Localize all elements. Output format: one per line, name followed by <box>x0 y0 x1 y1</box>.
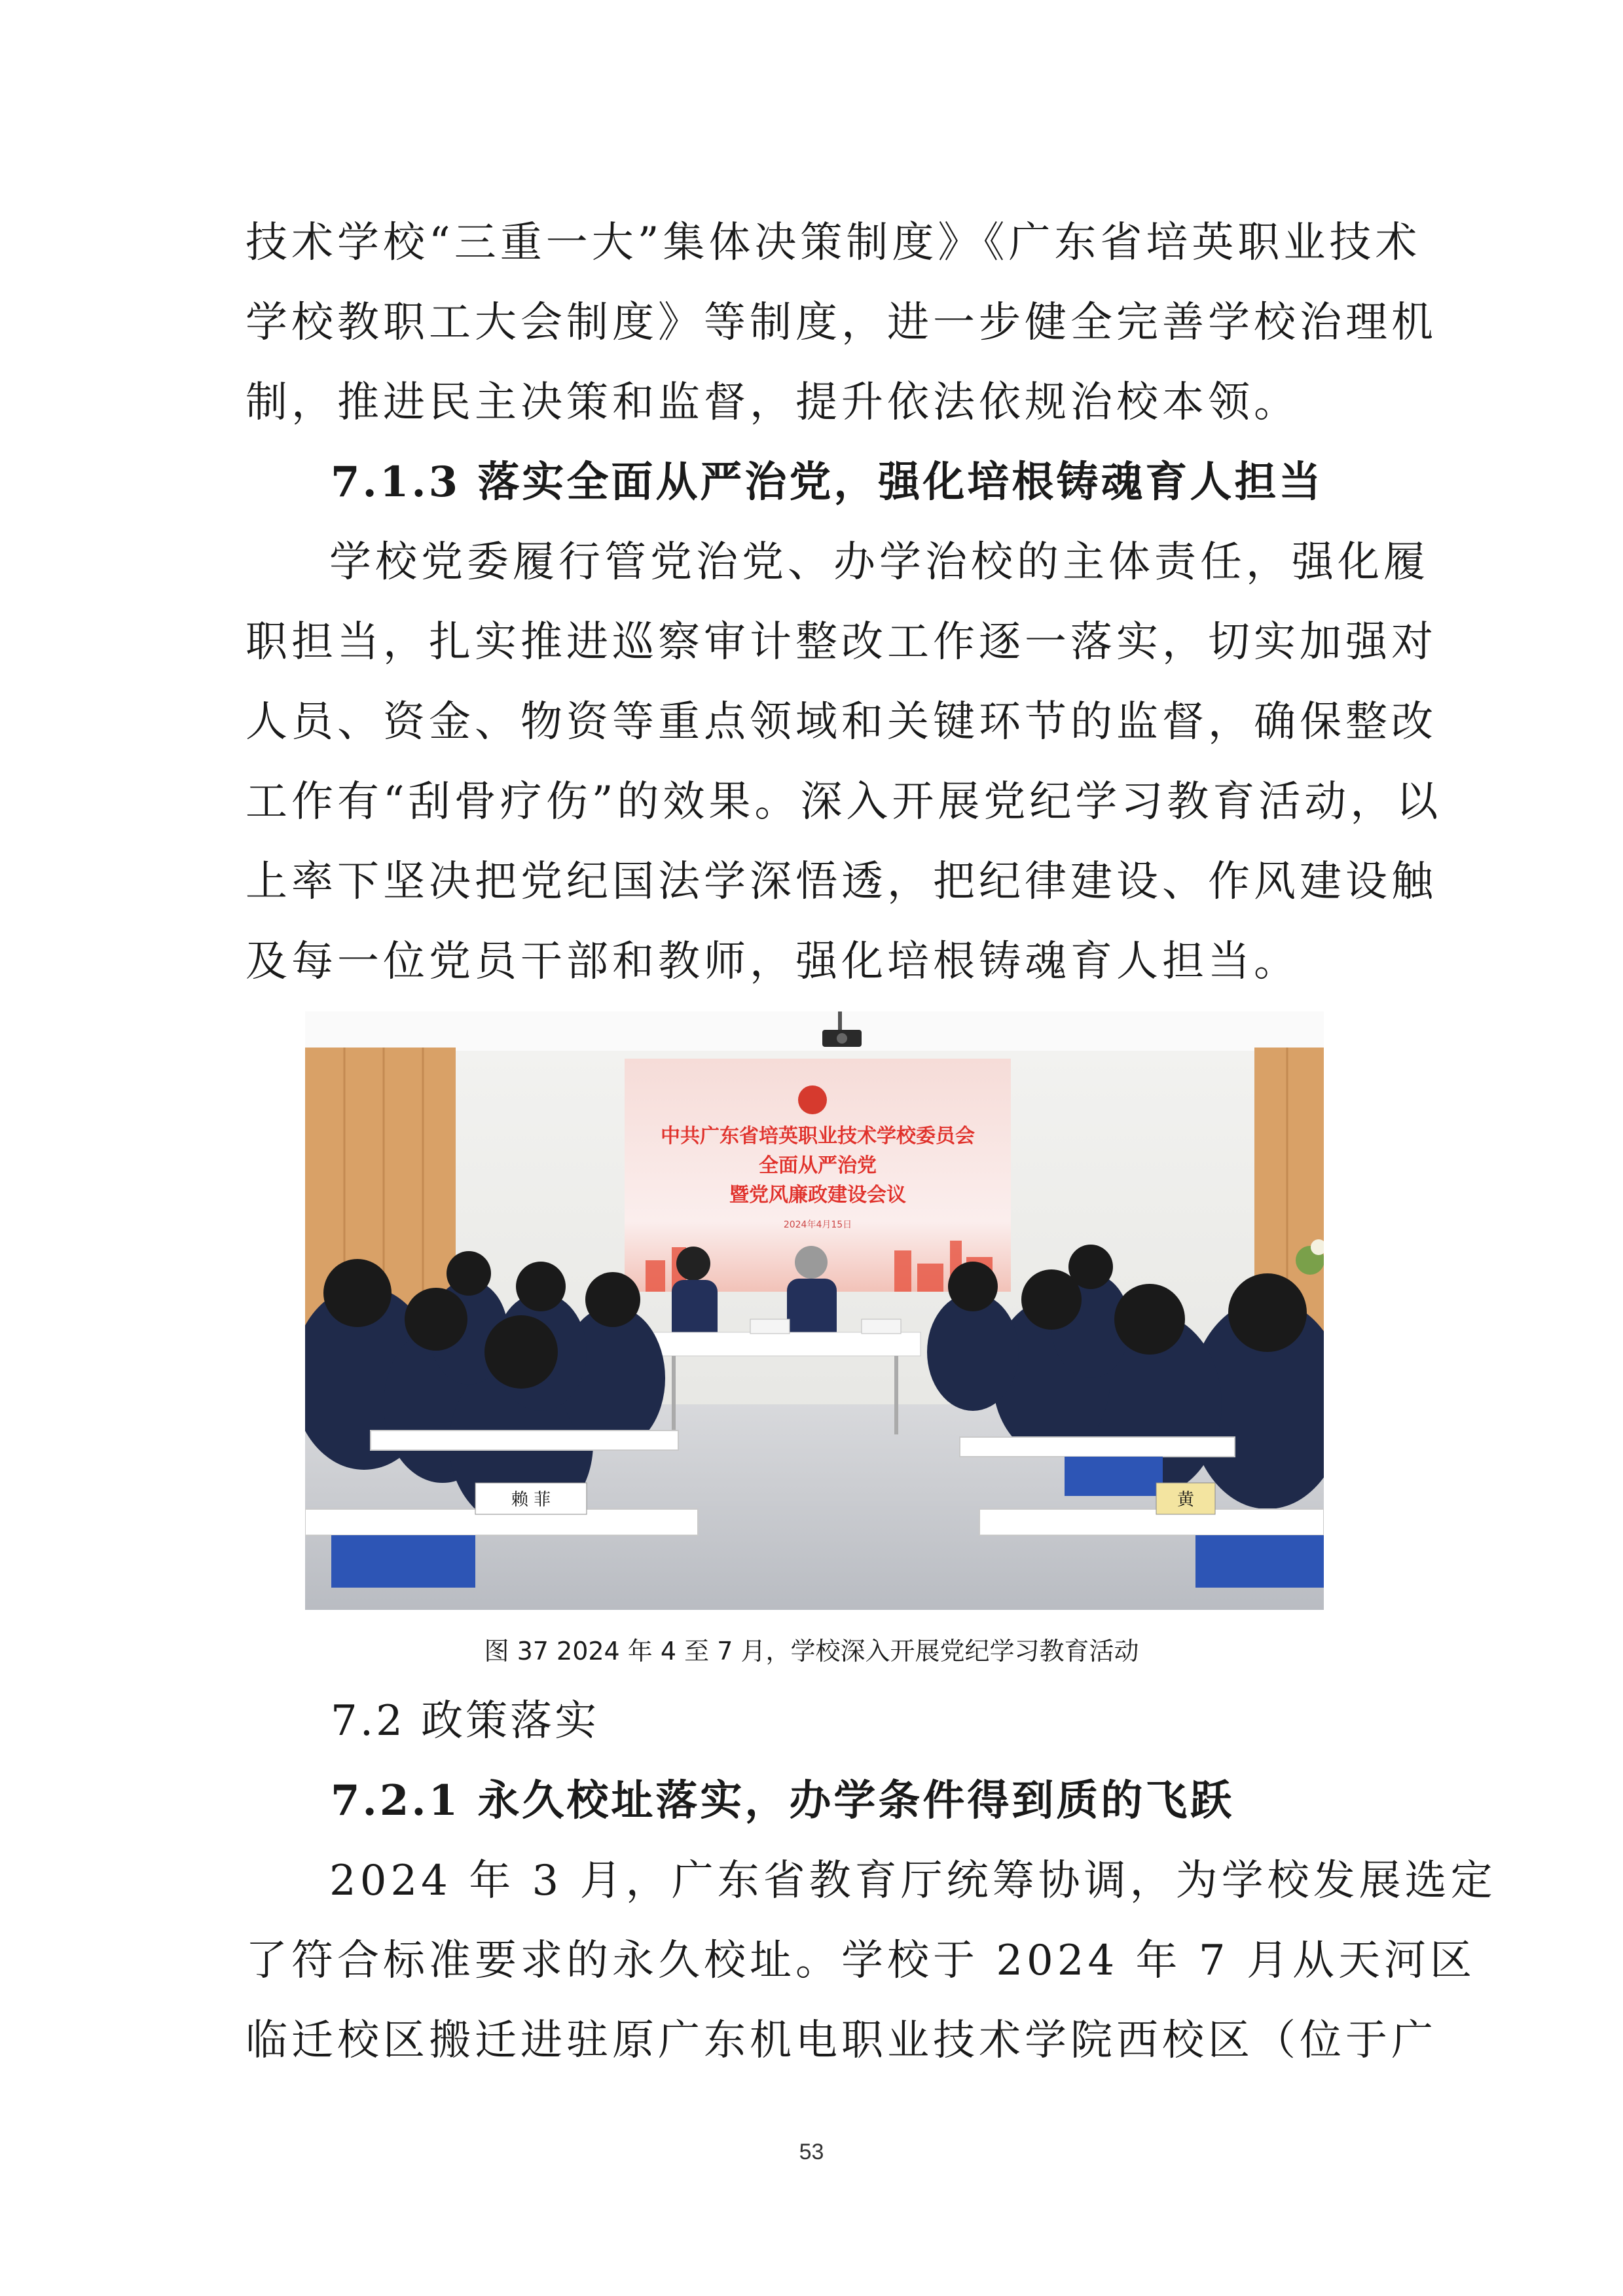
text-line: 及每一位党员干部和教师，强化培根铸魂育人担当。 <box>246 938 1300 986</box>
text-line: 学校教职工大会制度》等制度，进一步健全完善学校治理机 <box>246 299 1437 347</box>
screen-title-3: 暨党风廉政建设会议 <box>729 1184 906 1207</box>
section-heading-7-2: 7.2 政策落实 <box>331 1697 600 1745</box>
meeting-photo <box>305 1011 1324 1610</box>
section-heading-7-2-1: 7.2.1 永久校址落实，办学条件得到质的飞跃 <box>331 1776 1235 1825</box>
text-line: 临迁校区搬迁进驻原广东机电职业技术学院西校区（位于广 <box>246 2016 1437 2065</box>
text-line: 2024 年 3 月，广东省教育厅统筹协调，为学校发展选定 <box>329 1857 1497 1905</box>
nameplate-text: 赖 菲 <box>511 1490 551 1510</box>
text-line: 职担当，扎实推进巡察审计整改工作逐一落实，切实加强对 <box>246 618 1437 666</box>
text-line: 上率下坚决把党纪国法学深悟透，把纪律建设、作风建设触 <box>246 858 1437 906</box>
screen-date: 2024年4月15日 <box>783 1220 852 1230</box>
figure-caption: 图 37 2024 年 4 至 7 月，学校深入开展党纪学习教育活动 <box>484 1637 1139 1666</box>
text-line: 人员、资金、物资等重点领域和关键环节的监督，确保整改 <box>246 698 1437 746</box>
party-emblem-icon <box>798 1085 827 1114</box>
nameplate-text: 黄 <box>1176 1490 1195 1510</box>
screen-title-2: 全面从严治党 <box>759 1154 877 1177</box>
text-line: 了符合标准要求的永久校址。学校于 2024 年 7 月从天河区 <box>246 1937 1476 1985</box>
text-line: 学校党委履行管党治党、办学治校的主体责任，强化履 <box>329 538 1429 587</box>
paragraph-continued <box>246 203 1437 443</box>
text-line: 技术学校“三重一大”集体决策制度》《广东省培英职业技术 <box>246 219 1421 267</box>
text-line: 制，推进民主决策和监督，提升依法依规治校本领。 <box>246 378 1300 427</box>
section-heading-7-1-3: 7.1.3 落实全面从严治党，强化培根铸魂育人担当 <box>331 458 1324 507</box>
text-line: 工作有“刮骨疗伤”的效果。深入开展党纪学习教育活动，以 <box>246 778 1442 826</box>
paragraph-permanent-campus <box>246 1841 1497 2081</box>
screen-title-1: 中共广东省培英职业技术学校委员会 <box>661 1125 975 1148</box>
paragraph-party-discipline <box>246 522 1442 1002</box>
page-number: 53 <box>799 2140 824 2164</box>
